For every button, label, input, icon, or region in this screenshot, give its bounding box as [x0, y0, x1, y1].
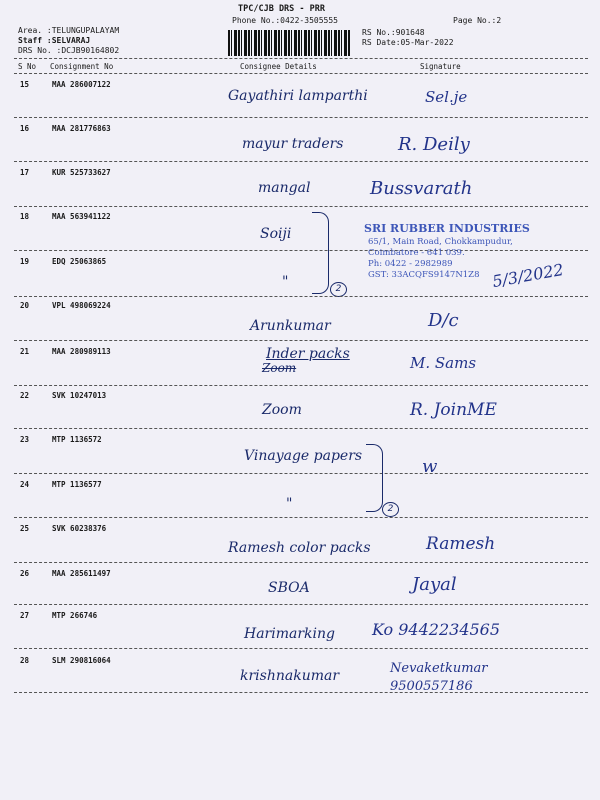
- row-sno: 21: [20, 347, 30, 356]
- row-divider: [14, 428, 588, 429]
- rs-number: RS No.:901648: [362, 28, 425, 37]
- row-divider: [14, 692, 588, 693]
- row-consignment: EDQ 25063865: [52, 257, 107, 266]
- row-consignment: MAA 563941122: [52, 212, 111, 221]
- row-consignee: Harimarking: [244, 626, 335, 642]
- row-signature: Ko 9442234565: [372, 620, 501, 639]
- row-divider: [14, 296, 588, 297]
- row-consignment: MAA 285611497: [52, 569, 111, 578]
- row-consignment: SVK 10247013: [52, 391, 107, 400]
- staff-label: Staff :SELVARAJ: [18, 36, 91, 45]
- row-consignment: MTP 266746: [52, 611, 98, 620]
- row-consignee: mangal: [258, 180, 311, 196]
- row-divider: [14, 517, 588, 518]
- row-consignee: Arunkumar: [250, 318, 331, 334]
- group-brace: [366, 444, 383, 512]
- phone-number: Phone No.:0422-3505555: [232, 16, 338, 25]
- row-divider: [14, 340, 588, 341]
- stamp-city: Coimbatore - 641 039.: [368, 248, 465, 258]
- row-consignment: SVK 60238376: [52, 524, 107, 533]
- row-consignee: mayur traders: [242, 136, 344, 152]
- col-consignment: Consignment No: [50, 62, 114, 71]
- col-consignee: Consignee Details: [240, 62, 317, 71]
- stamp-phone: Ph: 0422 - 2982989: [368, 259, 453, 269]
- row-consignee: ": [282, 274, 289, 290]
- row-sno: 16: [20, 124, 30, 133]
- barcode-image: [228, 30, 350, 56]
- row-sno: 26: [20, 569, 30, 578]
- area-label: Area. :TELUNGUPALAYAM: [18, 26, 120, 35]
- row-sno: 28: [20, 656, 30, 665]
- col-signature: Signature: [420, 62, 461, 71]
- row-consignment: VPL 498069224: [52, 301, 111, 310]
- row-sno: 23: [20, 435, 30, 444]
- row-consignee: Vinayage papers: [244, 448, 363, 464]
- row-signature: Nevaketkumar 9500557186: [390, 661, 488, 694]
- header-divider: [14, 58, 588, 59]
- page-number: Page No.:2: [453, 16, 502, 25]
- row-consignment: MTP 1136577: [52, 480, 102, 489]
- row-consignee: SBOA: [268, 580, 310, 596]
- rs-date: RS Date:05-Mar-2022: [362, 38, 454, 47]
- row-consignment: MAA 280989113: [52, 347, 111, 356]
- group-count-mark: 2: [382, 502, 399, 517]
- row-consignment: MAA 281776863: [52, 124, 111, 133]
- row-divider: [14, 385, 588, 386]
- row-sno: 20: [20, 301, 30, 310]
- row-consignee: Gayathiri lamparthi: [228, 88, 368, 104]
- row-signature: w: [422, 456, 438, 477]
- row-sno: 15: [20, 80, 30, 89]
- row-sno: 18: [20, 212, 30, 221]
- row-sno: 17: [20, 168, 30, 177]
- row-consignee: krishnakumar: [240, 668, 340, 684]
- row-signature: R. Deily: [398, 134, 470, 155]
- row-signature: Bussvarath: [370, 178, 473, 199]
- column-divider: [14, 73, 588, 74]
- row-signature: D/c: [428, 310, 459, 331]
- row-sno: 27: [20, 611, 30, 620]
- row-consignee: Soiji: [260, 226, 292, 242]
- row-sno: 25: [20, 524, 30, 533]
- row-consignment: MTP 1136572: [52, 435, 102, 444]
- row-divider: [14, 206, 588, 207]
- row-divider: [14, 161, 588, 162]
- row-consignee: Inder packs: [266, 346, 350, 362]
- group-count-mark: 2: [330, 282, 347, 297]
- stamp-date: 5/3/2022: [490, 259, 565, 292]
- drs-number: DRS No. :DCJB90164802: [18, 46, 120, 55]
- row-sno: 24: [20, 480, 30, 489]
- row-divider: [14, 117, 588, 118]
- row-signature: Sel.je: [425, 88, 468, 106]
- row-consignment: MAA 286007122: [52, 80, 111, 89]
- col-sno: S No: [18, 62, 37, 71]
- row-signature: R. JoinME: [410, 400, 497, 420]
- row-sno: 19: [20, 257, 30, 266]
- group-brace: [312, 212, 329, 294]
- stamp-company-name: SRI RUBBER INDUSTRIES: [364, 222, 530, 235]
- row-sno: 22: [20, 391, 30, 400]
- row-signature: Ramesh: [426, 534, 496, 554]
- row-divider: [14, 648, 588, 649]
- row-consignment: KUR 525733627: [52, 168, 111, 177]
- row-consignee: Zoom: [262, 402, 302, 418]
- sheet-title: TPC/CJB DRS - PRR: [238, 4, 325, 14]
- row-consignee: Ramesh color packs: [228, 540, 371, 556]
- stamp-address: 65/1, Main Road, Chokkampudur,: [368, 237, 513, 247]
- row-signature: Jayal: [412, 574, 457, 595]
- stamp-gst: GST: 33ACQFS9147N1Z8: [368, 270, 480, 280]
- struck-consignee: Zoom: [262, 361, 297, 375]
- row-divider: [14, 562, 588, 563]
- row-consignee: ": [286, 496, 293, 512]
- row-divider: [14, 604, 588, 605]
- row-consignment: SLM 290816064: [52, 656, 111, 665]
- row-signature: M. Sams: [410, 354, 477, 372]
- row-divider: [14, 473, 588, 474]
